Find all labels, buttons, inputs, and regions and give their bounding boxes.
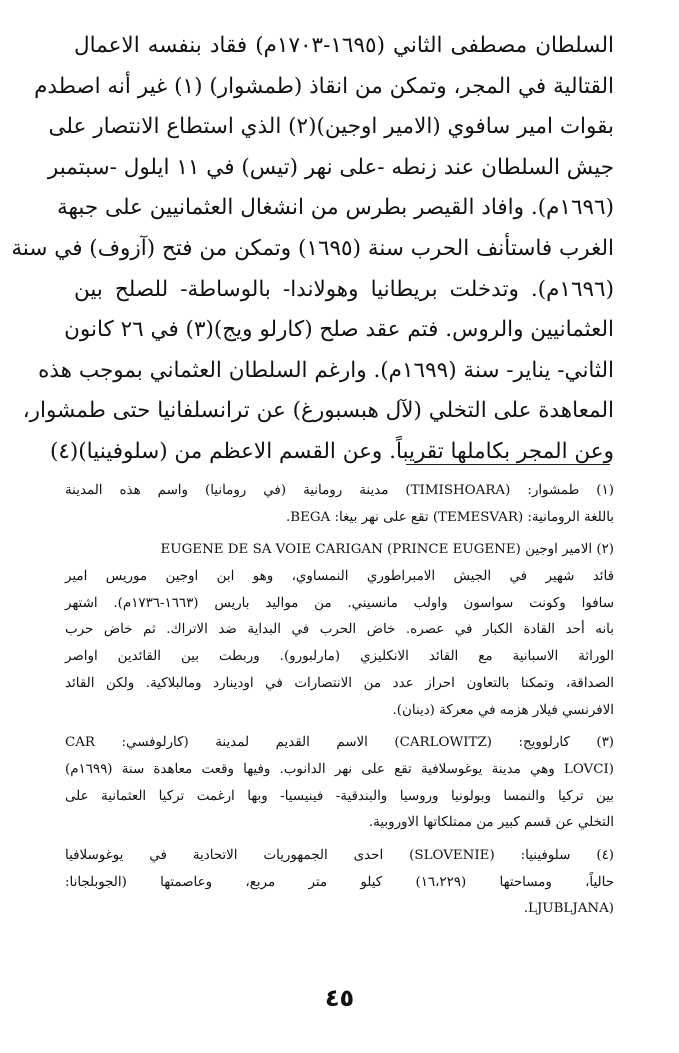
footnote-line: (٤) سلوفينيا: (SLOVENIE) احدى الجمهوريات الاتحادية في يوغوسلافيا [65,847,614,863]
footnote-line: (LJUBLJANA. [523,901,614,917]
footnote-line: الوراثة الاسبانية مع القائد الانكليزي (مارلبورو). وربطت بين القائدين اواصر [65,649,614,665]
body-line: الغرب فاستأنف الحرب سنة (١٦٩٥) وتمكن من فتح (آزوف) في سنة [11,235,614,261]
footnote-line: بانه أحد القادة الكبار في عصره. خاض الحرب في البداية ضد الاتراك. ثم خاض حرب [65,622,614,638]
footnote-separator [406,464,610,465]
main-body-text [11,26,614,473]
page-number: ٤٥ [324,984,355,1012]
footnote-line: (١) طمشوار: (TIMISHOARA) مدينة رومانية (في رومانيا) واسم هذه المدينة [65,483,614,498]
footnote-line: التخلي عن قسم كبير من ممتلكاتها الاوروبية. [368,815,614,831]
footnote-line: حالياً، ومساحتها (١٦،٢٢٩) كيلو متر مربع، وعاصمتها (الجوبلجانا: [65,874,614,890]
body-line: وعن المجر بكاملها تقريباً. وعن القسم الاعظم من (سلوفينيا)(٤) [49,438,614,464]
footnote-1 [65,478,614,531]
body-line: القتالية في المجر، وتمكن من انقاذ (طمشوار) (١) غير أنه اصطدم [34,73,614,99]
body-line: السلطان مصطفى الثاني (١٦٩٥-١٧٠٣م) فقاد بنفسه الاعمال [74,33,614,58]
footnote-line: باللغة الرومانية: (TEMESVAR) تقع على نهر بيغا: BEGA. [285,509,614,525]
footnote-3 [65,730,614,837]
body-line: بقوات امير سافوي (الامير اوجين)(٢) الذي استطاع الانتصار على [48,114,614,140]
footnotes-section [65,478,614,923]
footnote-4 [65,843,614,923]
footnote-line: بين تركيا والنمسا وبولونيا وروسيا والبندقية- فينيسيا- وبها ارغمت تركيا العثمانية على [65,788,614,804]
footnote-line: سافوا وكونت سواسون واولب مانسيني. من مواليد باريس (١٦٦٣-١٧٣٦م). اشتهر [65,595,614,611]
body-line: العثمانيين والروس. فتم عقد صلح (كارلو ويج)(٣) في ٢٦ كانون [64,317,614,343]
footnote-line: (٢) الامير اوجين (EUGENE DE SA VOIE CARIGAN (PRINCE EUGENE [160,542,614,558]
footnote-line: (٣) كارلوويج: (CARLOWITZ) الاسم القديم لمدينة (كارلوفسي: CAR [65,735,614,751]
footnote-line: الافرنسي فيلار هزمه في معركة (دينان). [392,702,614,718]
body-line: جيش السلطان عند زنطه -على نهر (تيس) في ١١ ايلول -سبتمبر [47,154,614,180]
body-line: المعاهدة على التخلي (لآل هبسبورغ) عن ترانسلفانيا حتى طمشوار، [22,398,614,424]
body-line: (١٦٩٦م). وافاد القيصر بطرس من انشغال العثمانيين على جبهة [56,195,614,221]
footnote-line: الصداقة، وتمكنا بالتعاون احراز عدد من الانتصارات في اودينارد ومالبلاكية. ولكن القائد [65,675,614,691]
body-line: الثاني- يناير- سنة (١٦٩٩م). وارغم السلطان العثماني بموجب هذه [38,357,614,383]
footnote-line: (LOVCI وهي مدينة يوغوسلافية تقع على نهر الدانوب. وفيها وقعت معاهدة سنة (١٦٩٩م) [65,761,614,777]
footnote-2 [65,537,614,724]
body-line: (١٦٩٦م). وتدخلت بريطانيا وهولاندا- بالوساطة- للصلح بين [74,276,614,302]
footnote-line: قائد شهير في الجيش الامبراطوري النمساوي، وهو ابن اوجين موريس امير [65,569,614,585]
